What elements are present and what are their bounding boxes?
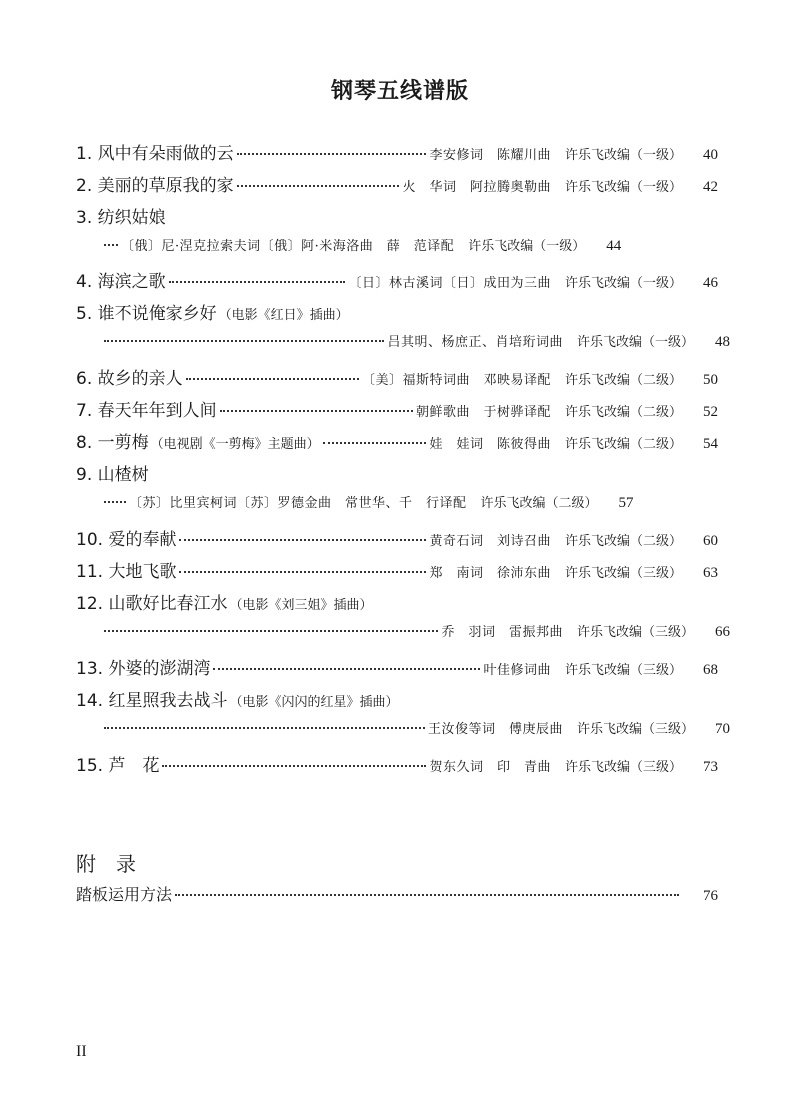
song-title: 7. 春天年年到人间: [76, 401, 217, 421]
song-title: 11. 大地飞歌: [76, 562, 177, 582]
page-number: 40: [703, 147, 718, 163]
arranger: 许乐飞改编（一级）: [564, 180, 682, 195]
toc-entry-continuation: [76, 718, 730, 744]
toc-entry[interactable]: [76, 267, 718, 293]
dot-leader: [169, 281, 346, 283]
song-credit: 娃 娃词 陈彼得曲: [429, 437, 551, 452]
toc-entry[interactable]: [76, 751, 718, 777]
page-number: 76: [703, 888, 718, 904]
toc-entry-continuation: [76, 492, 730, 518]
toc-entry[interactable]: [76, 171, 718, 197]
toc-entry[interactable]: [76, 654, 718, 680]
dot-leader: [323, 442, 427, 444]
song-source: （电视剧《一剪梅》主题曲）: [150, 437, 320, 452]
song-credit: 郑 南词 徐沛东曲: [429, 566, 551, 581]
arranger: 许乐飞改编（一级）: [564, 148, 682, 163]
dot-leader: [179, 539, 426, 541]
page-number: 50: [703, 372, 718, 388]
page-number: 73: [703, 759, 718, 775]
toc-entry[interactable]: [76, 364, 718, 390]
song-source: （电影《刘三姐》插曲）: [229, 598, 373, 613]
song-title: 12. 山歌好比春江水: [76, 594, 228, 614]
toc-entry-continuation: [76, 621, 730, 647]
arranger: 许乐飞改编（三级）: [576, 625, 694, 640]
page-number: 63: [703, 565, 718, 581]
page-number: 57: [618, 495, 634, 511]
dot-leader: [104, 727, 425, 729]
page-number: 54: [703, 436, 718, 452]
toc-entry[interactable]: [76, 589, 718, 615]
song-source: （电影《红日》插曲）: [218, 308, 349, 323]
toc-entry[interactable]: [76, 557, 718, 583]
arranger: 许乐飞改编（三级）: [564, 760, 682, 775]
dot-leader: [104, 630, 438, 632]
dot-leader: [162, 765, 426, 767]
song-title: 2. 美丽的草原我的家: [76, 176, 234, 196]
song-credit: 火 华词 阿拉腾奥勒曲: [402, 180, 551, 195]
toc-entry[interactable]: [76, 299, 718, 325]
arranger: 许乐飞改编（三级）: [564, 566, 682, 581]
page-number: 52: [703, 404, 718, 420]
song-credit: 〔苏〕比里宾柯词〔苏〕罗德金曲 常世华、千 行译配: [129, 496, 467, 511]
dot-leader: [186, 378, 359, 380]
song-credit: 黄奇石词 刘诗召曲: [429, 534, 551, 549]
arranger: 许乐飞改编（二级）: [564, 534, 682, 549]
arranger: 许乐飞改编（二级）: [564, 405, 682, 420]
dot-leader: [179, 571, 426, 573]
song-title: 10. 爱的奉献: [76, 530, 177, 550]
page-title: 钢琴五线谱版: [330, 79, 469, 104]
page-number: 68: [703, 662, 718, 678]
dot-leader: [237, 153, 427, 155]
song-credit: 〔美〕福斯特词曲 邓映易译配: [361, 373, 551, 388]
page-number: 42: [703, 179, 718, 195]
arranger: 许乐飞改编（三级）: [564, 663, 682, 678]
song-title: 6. 故乡的亲人: [76, 369, 183, 389]
song-title: 1. 风中有朵雨做的云: [76, 144, 234, 164]
page-number: 60: [703, 533, 718, 549]
song-title: 15. 芦 花: [76, 756, 160, 776]
song-title: 8. 一剪梅: [76, 433, 149, 453]
appendix-heading: 附 录: [76, 852, 136, 876]
song-credit: 吕其明、杨庶正、肖培珩词曲: [387, 335, 563, 350]
song-title: 4. 海滨之歌: [76, 272, 166, 292]
arranger: 许乐飞改编（二级）: [564, 373, 682, 388]
dot-leader: [104, 244, 118, 246]
dot-leader: [104, 501, 126, 503]
song-credit: 朝鲜歌曲 于树骅译配: [415, 405, 551, 420]
toc-entry[interactable]: [76, 396, 718, 422]
page-number: 70: [715, 721, 730, 737]
arranger: 许乐飞改编（二级）: [564, 437, 682, 452]
dot-leader: [104, 340, 384, 342]
page-number: 44: [606, 238, 622, 254]
toc-entry[interactable]: [76, 460, 718, 486]
song-credit: 〔俄〕尼·涅克拉索夫词〔俄〕阿·米海洛曲 薛 范译配: [121, 239, 455, 254]
song-title: 9. 山楂树: [76, 465, 149, 485]
page-number: 46: [703, 275, 718, 291]
dot-leader: [175, 894, 679, 896]
arranger: 许乐飞改编（二级）: [480, 496, 598, 511]
song-credit: 叶佳修词曲: [483, 663, 551, 678]
dot-leader: [237, 185, 400, 187]
song-title: 3. 纺织姑娘: [76, 208, 166, 228]
dot-leader: [213, 668, 480, 670]
arranger: 许乐飞改编（一级）: [564, 276, 682, 291]
arranger: 许乐飞改编（一级）: [468, 239, 586, 254]
song-source: （电影《闪闪的红星》插曲）: [229, 695, 399, 710]
appendix-item-title: 踏板运用方法: [76, 885, 173, 904]
arranger: 许乐飞改编（三级）: [576, 722, 694, 737]
page-number: 66: [715, 624, 730, 640]
song-title: 13. 外婆的澎湖湾: [76, 659, 211, 679]
toc-entry[interactable]: [76, 203, 718, 229]
toc-entry[interactable]: [76, 525, 718, 551]
song-credit: 〔日〕林古溪词〔日〕成田为三曲: [348, 276, 551, 291]
song-credit: 李安修词 陈耀川曲: [429, 148, 551, 163]
toc-entry[interactable]: [76, 428, 718, 454]
toc-entry[interactable]: [76, 139, 718, 165]
toc-entry-continuation: [76, 331, 730, 357]
arranger: 许乐飞改编（一级）: [576, 335, 694, 350]
dot-leader: [220, 410, 413, 412]
toc-entry[interactable]: [76, 686, 718, 712]
song-credit: 王汝俊等词 傅庚辰曲: [427, 722, 563, 737]
toc-entry-continuation: [76, 235, 730, 261]
song-title: 14. 红星照我去战斗: [76, 691, 228, 711]
song-title: 5. 谁不说俺家乡好: [76, 304, 217, 324]
folio-page-number: II: [76, 1043, 87, 1060]
song-credit: 贺东久词 印 青曲: [429, 760, 551, 775]
song-credit: 乔 羽词 雷振邦曲: [441, 625, 563, 640]
toc-entry[interactable]: [76, 882, 718, 908]
page-number: 48: [715, 334, 730, 350]
